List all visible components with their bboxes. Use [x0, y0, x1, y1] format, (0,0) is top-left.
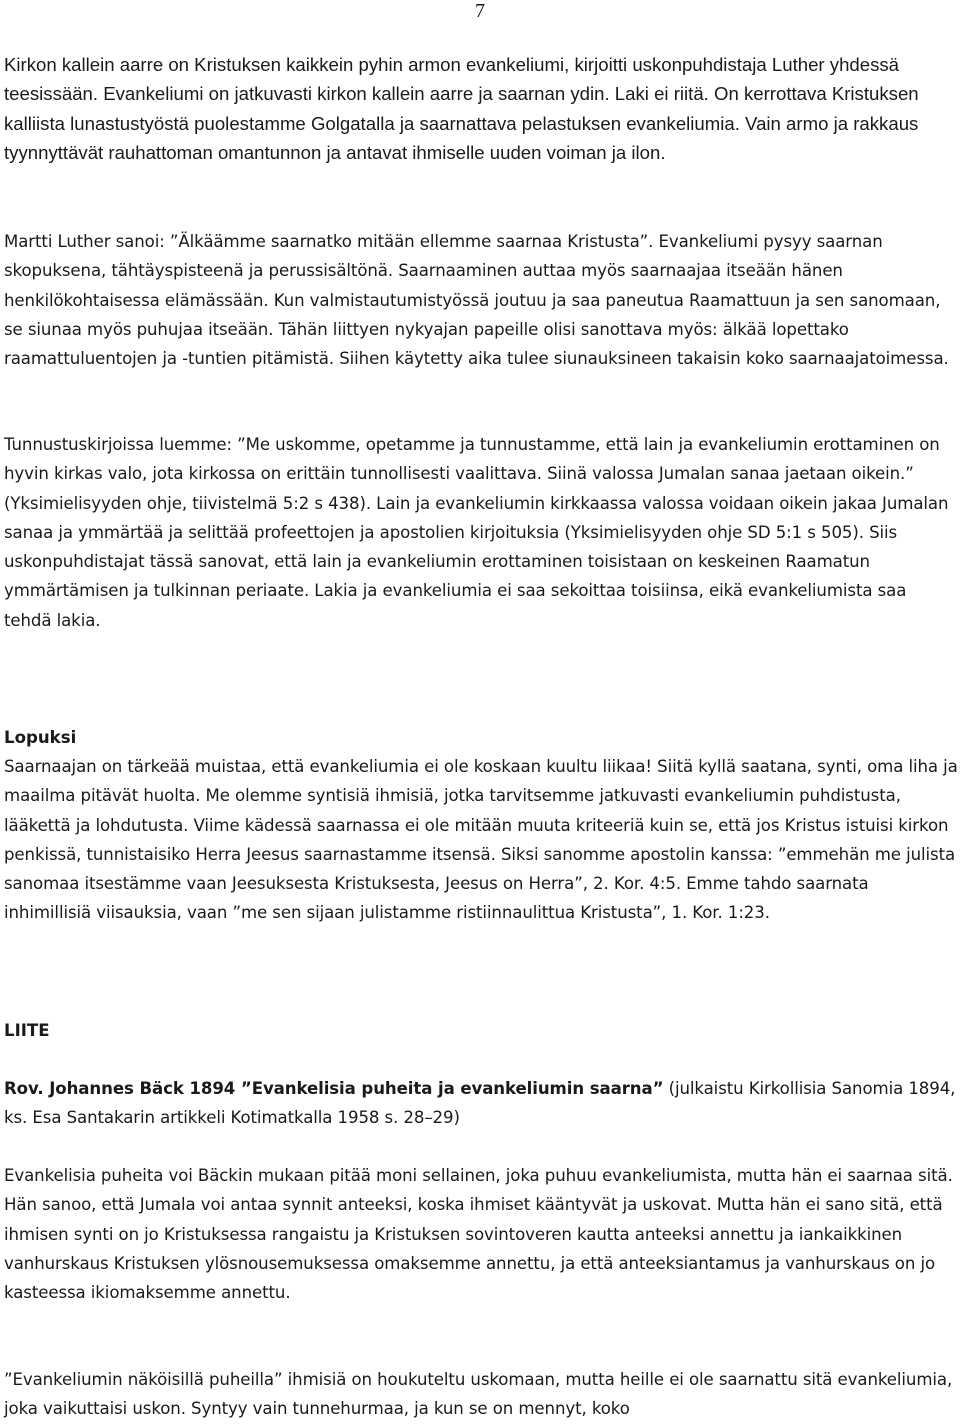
heading-liite: LIITE [4, 1021, 50, 1040]
paragraph-6: ”Evankeliumin näköisillä puheilla” ihmisiä on houkuteltu uskomaan, mutta heille ei ole saarnattu sitä evankeliumia, joka vaikuttaisi uskon. Syntyy vain tunnehurmaa, ja kun se on mennyt, koko [4, 1370, 953, 1419]
paragraph-2: Martti Luther sanoi: ”Älkäämme saarnatko mitään ellemme saarnaa Kristusta”. Evankeliumi pysyy saarnan skopuksena, tähtäyspisteenä ja perussisältönä. Saarnaaminen auttaa myös saarnaajaa itseään hänen henkilökohtaisessa elämässään. Kun valmistautumistyössä joutuu ja saa paneutua Raamattuun ja sen sanomaan, se siunaa myös puhujaa itseään. Tähän liittyen nykyajan papeille olisi sanottava myös: älkää lopettako raamattuluentojen ja -tuntien pitämistä. Siihen käytetty aika tulee siunauksineen takaisin koko saarnaajatoimessa. [4, 232, 949, 369]
reference-line [4, 1074, 958, 1133]
paragraph-3: Tunnustuskirjoissa luemme: ”Me uskomme, opetamme ja tunnustamme, että lain ja evankeliumin erottaminen on hyvin kirkas valo, jota kirkossa on erittäin tunnollisesti vaalittava. Siinä valossa Jumalan sanaa jaetaan oikein.” (Yksimielisyyden ohje, tiivistelmä 5:2 s 438). Lain ja evankeliumin kirkkaassa valossa voidaan oikein jakaa Jumalan sanaa ja ymmärtää ja selittää profeettojen ja apostolien kirjoituksia (Yksimielisyyden ohje SD 5:1 s 505). Siis uskonpuhdistajat tässä sanovat, että lain ja evankeliumin erottaminen toisistaan on keskeinen Raamatun ymmärtämisen ja tulkinnan periaate. Lakia ja evankeliumia ei saa sekoittaa toisiinsa, eikä evankeliumista saa tehdä lakia. [4, 435, 949, 630]
reference-title: Rov. Johannes Bäck 1894 ”Evankelisia puheita ja evankeliumin saarna” [4, 1079, 664, 1098]
paragraph-1: Kirkon kallein aarre on Kristuksen kaikkein pyhin armon evankeliumi, kirjoitti uskonpuhdistaja Luther yhdessä teesissään. Evankeliumi on jatkuvasti kirkon kallein aarre ja saarnan ydin. Laki ei riitä. On kerrottava Kristuksen kalliista lunastustyöstä puolestamme Golgatalla ja saarnattava pelastuksen evankeliumia. Vain armo ja rakkaus tyynnyttävät rauhattoman omantunnon ja antavat ihmiselle uuden voiman ja ilon. [4, 54, 919, 163]
heading-lopuksi: Lopuksi [4, 728, 77, 747]
paragraph-5: Evankelisia puheita voi Bäckin mukaan pitää moni sellainen, joka puhuu evankeliumista, mutta hän ei saarnaa sitä. Hän sanoo, että Jumala voi antaa synnit anteeksi, koska ihmiset kääntyvät ja uskovat. Mutta hän ei sano sitä, että ihmisen synti on jo Kristuksessa rangaistu ja Kristuksen sovintoveren kautta anteeksi annettu ja iankaikkinen vanhurskaus Kristuksen ylösnousemuksessa omaksemme annettu, ja että anteeksiantamus ja vanhurskaus on jo kasteessa ikiomaksemme annettu. [4, 1166, 953, 1303]
paragraph-4: Saarnaajan on tärkeää muistaa, että evankeliumia ei ole koskaan kuultu liikaa! Siitä kyllä saatana, synti, oma liha ja maailma pitävät huolta. Me olemme syntisiä ihmisiä, jotka tarvitsemme jatkuvasti evankeliumin puhdistusta, lääkettä ja lohdutusta. Viime kädessä saarnassa ei ole mitään muuta kriteeriä kuin se, että jos Kristus istuisi kirkon penkissä, tunnistaisiko Herra Jeesus saarnastamme itsensä. Siksi sanomme apostolin kanssa: ”emmehän me julista sanomaa itsestämme vaan Jeesuksesta Kristuksesta, Jeesus on Herra”, 2. Kor. 4:5. Emme tahdo saarnata inhimillisiä viisauksia, vaan ”me sen sijaan julistamme ristiinnaulittua Kristusta”, 1. Kor. 1:23. [4, 757, 958, 923]
reference-details: (julkaistu Kirkollisia Sanomia 1894, ks. Esa Santakarin artikkeli Kotimatkalla 1958 s. 28–29) [4, 1079, 956, 1128]
page-number: 7 [475, 0, 485, 22]
